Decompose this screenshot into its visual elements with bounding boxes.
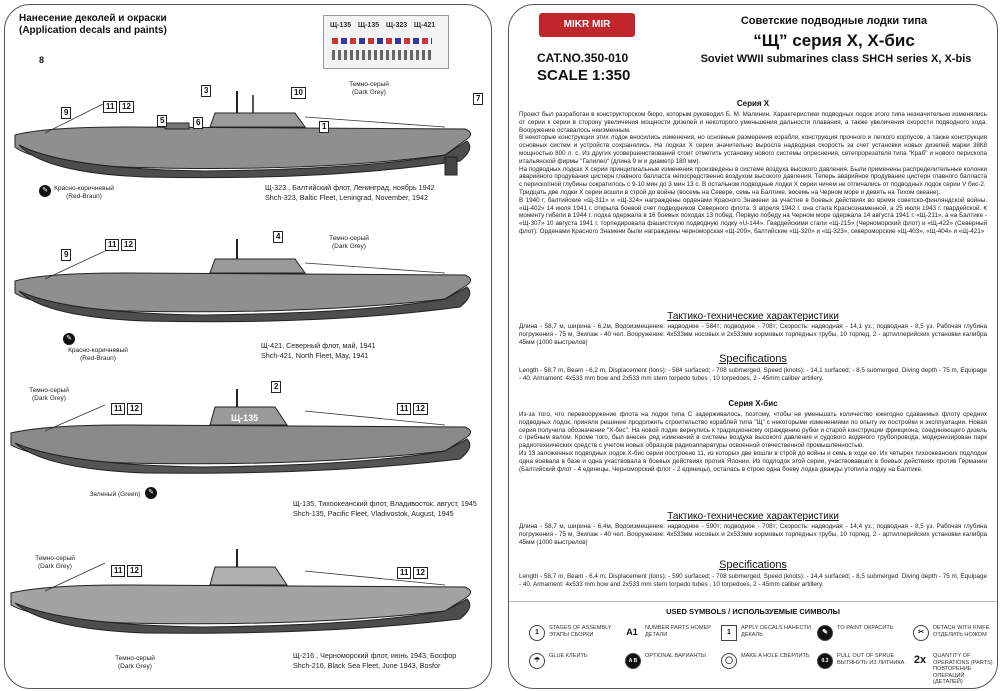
tth-text: Длина - 58,7 м, ширина - 6,2м, Водоизмещение: надводное - 584т; подводное - 708т; Скорость: надводная - 14,1 уз.; подводная - 8,5 уз. Рабочая глубина погружения - 75 м, Экипаж - 40 чел. Вооружение: 4х533мм носовых и 2х533мм кормовых торпедных трубы, 10 торпед, 2 - артиллерийских установки калибра 45мм (1000 выстрелов) bbox=[519, 323, 987, 346]
submarine-caption: Щ-135, Тихоокеанский флот, Владивосток, август, 1945 Shch-135, Pacific Fleet, Vladivostok, August, 1945 bbox=[293, 499, 477, 518]
series-x-text: Проект был разработан в конструкторском бюро, которым руководил Б. М. Малинин. Характеристики подводных лодок этого типа незначительно изменялись от серии к серии в сторону увеличения мощности дизелей и некоторого уменьшения дальности плавания, а также увеличения скорости подводного хода. Вооружение оставалось неизменным. В некоторые конструкции этих лодок вносились изменения, но основные размерения корабля, конструкция прочного и легкого корпусов, а также конструкция основных систем и устройств сохранялись. На лодках Х серии значительно выросла надводная скорость за счет установки новых дизелей марки 38К8 мощностью 800 л. с. Из других усовершенствований стоит отметить установку нового системы опреснения, сетепрорезателя типа "Краб" и нового перископа итальянской фирмы "Галилео" (длина 9 м и диаметр 180 мм). На подводных лодках Х серии принципиальные изменения произведены в системе воздуха высокого давления. Были применены распределительные колонки аварийного продувания цистерн главного балласта непосредственно воздухом высокого давления. Теперь аварийное продувание цистерн главного балласта с перископной глубины сократилось с 9-10 мин до 3 мин 13 с. В остальном подводные лодки Х серии ничем не отличались от подводных лодок серии V бис-2. Тридцать две лодки Х серии вошли в строй до войны (восемь на Севере, семь на Балтике, восемь на Черном море и девять на Тихом океане). В 1940 г. балтийские «Щ-311» и «Щ-324» награждены орденами Красного Знамени за участие в боевых действиях во время советско-финляндской войны. «Щ-402» 14 июля 1941 г. открыла боевой счет подводников Северного флота. 3 апреля 1942 г. она стала Краснознаменной, а 25 июля 1943 г. гвардейской. К моменту гибели в 1944 г. лодка одержала в 16 боевых походах 13 побед. Первую победу на Черном море одержала 14 августа 1941 г. «Щ-211», а на Балтике - «Щ-307» 10 августа 1941 г. торпедировала фашистскую подводную лодку «U-144». Гвардейскими стали «Щ-215» (Черноморский флот) и «Щ-422» (Северный флот). Орденами Красного Знамени были награждены черноморская «Щ-209», балтийские «Щ-320» и «Щ-323», североморские «Щ-403», «Щ-404» и «Щ-421» bbox=[519, 111, 987, 235]
paint-note-top: Темно-серый (Dark Grey) bbox=[349, 81, 389, 96]
hull-number: Щ-135 bbox=[231, 413, 259, 423]
callout-number: 10 bbox=[291, 87, 306, 99]
callout-number: 2 bbox=[271, 381, 281, 393]
callout-number: 1 bbox=[319, 121, 329, 133]
callout-number: 12 bbox=[127, 403, 142, 415]
specs-heading: Specifications bbox=[719, 353, 787, 365]
callout-number: 11 bbox=[397, 567, 411, 579]
decal-heading bbox=[19, 13, 167, 37]
decal-instructions-panel bbox=[4, 4, 492, 689]
callout-number: 9 bbox=[61, 249, 71, 261]
specs-heading: Specifications bbox=[719, 559, 787, 571]
decal-sheet-preview bbox=[323, 15, 449, 69]
tth-text: Длина - 58,7 м, ширина - 6,4м, Водоизмещение: надводное - 590т; подводное - 708т; Скорость: надводная - 14,4 уз.; подводная - 8,5 уз. Рабочая глубина погружения - 75 м, Экипаж - 40 чел. Вооружение: 4х533мм носовых и 2х533мм кормовых торпедных трубы, 10 торпед, 2 - артиллерийских установки калибра 45мм (1000 выстрелов) bbox=[519, 523, 987, 546]
callout-number: 7 bbox=[473, 93, 483, 105]
paint-note-top: Темно-серый (Dark Grey) bbox=[329, 235, 369, 250]
submarine-profile bbox=[5, 77, 491, 187]
section-heading: Серия Х-бис bbox=[728, 399, 778, 408]
paint-note-bottom: Красно-коричневый (Red-Braun) bbox=[68, 347, 128, 362]
title-ru-line2: “Щ” серия Х, Х-бис bbox=[753, 31, 915, 50]
divider bbox=[509, 601, 997, 602]
tth-heading: Тактико-технические характеристики bbox=[667, 511, 839, 522]
callout-number: 12 bbox=[127, 565, 142, 577]
paint-note-bottom: Красно-коричневый (Red-Braun) bbox=[54, 185, 114, 200]
decal-flag-strip bbox=[332, 38, 432, 44]
decal-tag: Щ-135 bbox=[358, 22, 380, 29]
decal-tag: Щ-135 bbox=[330, 22, 352, 29]
submarine-caption: Щ-323 , Балтийский флот, Ленинград, ноябрь 1942 Shch-323, Baltic Fleet, Leningrad, November, 1942 bbox=[265, 183, 435, 202]
series-x-bis-text: Из-за того, что перевооружение флота на лодки типа С задерживалось, поэтому, чтобы не уменьшать количество ежегодно сдаваемых флоту средних подводных лодок, приняли решение продолжить строительство кораблей типа "Щ" с некоторыми изменениями по опыту их постройки и эксплуатации. Новая серия получила обозначение "Х-бис". На новой лодке вернулись к традиционному ограждению рубки и старой конструкции фрикциона, соединяющего дизель с гребным валом. Кроме того, был внесен ряд изменений в системы воздуха высокого давления и судового водяного трубопровода, модернизирован парк радиотехнических средств с учетом новых образцов радиоаппаратуры освоенной отечественной промышленностью. Из 13 заложенных подводных лодок Х-бис серии построено 11, из которых две вошли в строй до войны и семь в ходе ее. Их четырех тихоокеанских подлодок одна воевала в базе и одна участвовала в боевых действиях против Японии. Из подлодок этой серии, участвовавших в боевых действиях против Германии (Балтийский флот - 4 единицы, Черноморский флот - 2 единицы), осталась в строю одна боеву лодка дважды утопила лодку на Балтике. bbox=[519, 411, 987, 473]
title-ru-line1: Советские подводные лодки типа bbox=[740, 15, 928, 27]
catalog-number: CAT.NO.350-010 bbox=[537, 51, 629, 65]
callout-number: 11 bbox=[103, 101, 117, 113]
callout-number: 11 bbox=[105, 239, 119, 251]
paint-note-bottom: Темно-серый (Dark Grey) bbox=[115, 655, 155, 670]
submarine-shch-135 bbox=[5, 381, 491, 561]
paint-brush-icon: ✎ bbox=[39, 185, 51, 197]
brand-logo: MIKR MIR bbox=[539, 13, 635, 37]
decal-heading-ru: Нанесение деколей и окраски bbox=[19, 13, 167, 24]
callout-number: 9 bbox=[61, 107, 71, 119]
paint-note-top: Темно-серый (Dark Grey) bbox=[29, 387, 69, 402]
specs-text: Length - 58,7 m, Beam - 6,2 m, Displacement (tons): - 584 surfaced; - 708 submerged, Speed (knots): - 14,1 surfaced; - 8,5 submerged. Diving depth - 75 m, Equipage - 40. Armament: 4x533 mm bow and 2x533 mm stern torpedo tubes , 10 torpedoes, 2 - 45mm caliber artillery. bbox=[519, 367, 987, 382]
title-en: Soviet WWII submarines class SHCH series X, X-bis bbox=[700, 53, 972, 65]
callout-number: 5 bbox=[157, 115, 167, 127]
decal-heading-en: (Application decals and paints) bbox=[19, 25, 167, 36]
callout-number: 12 bbox=[121, 239, 136, 251]
decal-tag: Щ-323 bbox=[386, 22, 408, 29]
submarine-shch-323 bbox=[5, 55, 491, 257]
paint-note-top: Темно-серый (Dark Grey) bbox=[35, 555, 75, 570]
symbols-legend: 1 STAGES OF ASSEMBLY ЭТАПЫ СБОРКИ A1 NUMBER PARTS НОМЕР ДЕТАЛИ 1 APPLY DECALS НАНЕСТИ ДЕКАЛЬ ✎ TO PAINT ОКРАСИТЬ ✂ DETACH WITH KNIFE ОТДЕЛИТЬ НОЖОМ ☂ GLUE КЛЕИТЬ A B OPTIONAL ВАРИАНТЫ ◯ MAKE A HOLE СВЕРЛИТЬ 0.3 PULL OUT OF SPRUE ВЫТЯНУТЬ ИЗ ЛИТНИКА 2x QUANTITY OF OPERATIONS (PARTS) ПОВТОРЕНИЕ ОПЕРАЦИЙ (ДЕТАЛЕЙ) bbox=[529, 621, 989, 681]
paint-brush-icon: ✎ bbox=[63, 333, 75, 345]
submarine-profile bbox=[5, 237, 491, 337]
callout-number: 11 bbox=[111, 403, 125, 415]
scale-label: SCALE 1:350 bbox=[537, 67, 631, 84]
callout-number: 12 bbox=[119, 101, 134, 113]
section-heading: Серия Х bbox=[736, 99, 770, 108]
callout-number: 4 bbox=[273, 231, 283, 243]
decal-tag: Щ-421 bbox=[414, 22, 436, 29]
callout-number: 3 bbox=[201, 85, 211, 97]
paint-note-bottom: Зеленый (Green) bbox=[89, 491, 141, 498]
callout-number: 6 bbox=[193, 117, 203, 129]
callout-number: 11 bbox=[397, 403, 411, 415]
decal-number-strip bbox=[332, 50, 432, 60]
callout-number: 12 bbox=[413, 403, 428, 415]
description-panel bbox=[508, 4, 998, 689]
symbols-title: USED SYMBOLS / ИСПОЛЬЗУЕМЫЕ СИМВОЛЫ bbox=[666, 607, 840, 616]
submarine-caption: Щ-216 , Черноморский флот, июнь 1943, Босфор Shch-216, Black Sea Fleet, June 1943, Bosfor bbox=[293, 651, 457, 670]
tth-heading: Тактико-технические характеристики bbox=[667, 311, 839, 322]
callout-number: 11 bbox=[111, 565, 125, 577]
paint-brush-icon: ✎ bbox=[145, 487, 157, 499]
submarine-caption: Щ-421, Северный флот, май, 1941 Shch-421, North Fleet, May, 1941 bbox=[261, 341, 376, 360]
specs-text: Length - 58,7 m, Beam - 6,4 m, Displacement (tons): - 590 surfaced; - 708 submerged, Speed (knots): - 14,4 surfaced; - 8,5 submerged. Diving depth - 75 m, Equipage - 40. Armament: 4x533 mm bow and 2x533 mm stern torpedo tubes , 10 torpedoes, 2 - 45mm caliber artillery. bbox=[519, 573, 987, 588]
submarine-shch-216 bbox=[5, 545, 491, 689]
callout-number: 8 bbox=[39, 55, 45, 65]
callout-number: 12 bbox=[413, 567, 428, 579]
